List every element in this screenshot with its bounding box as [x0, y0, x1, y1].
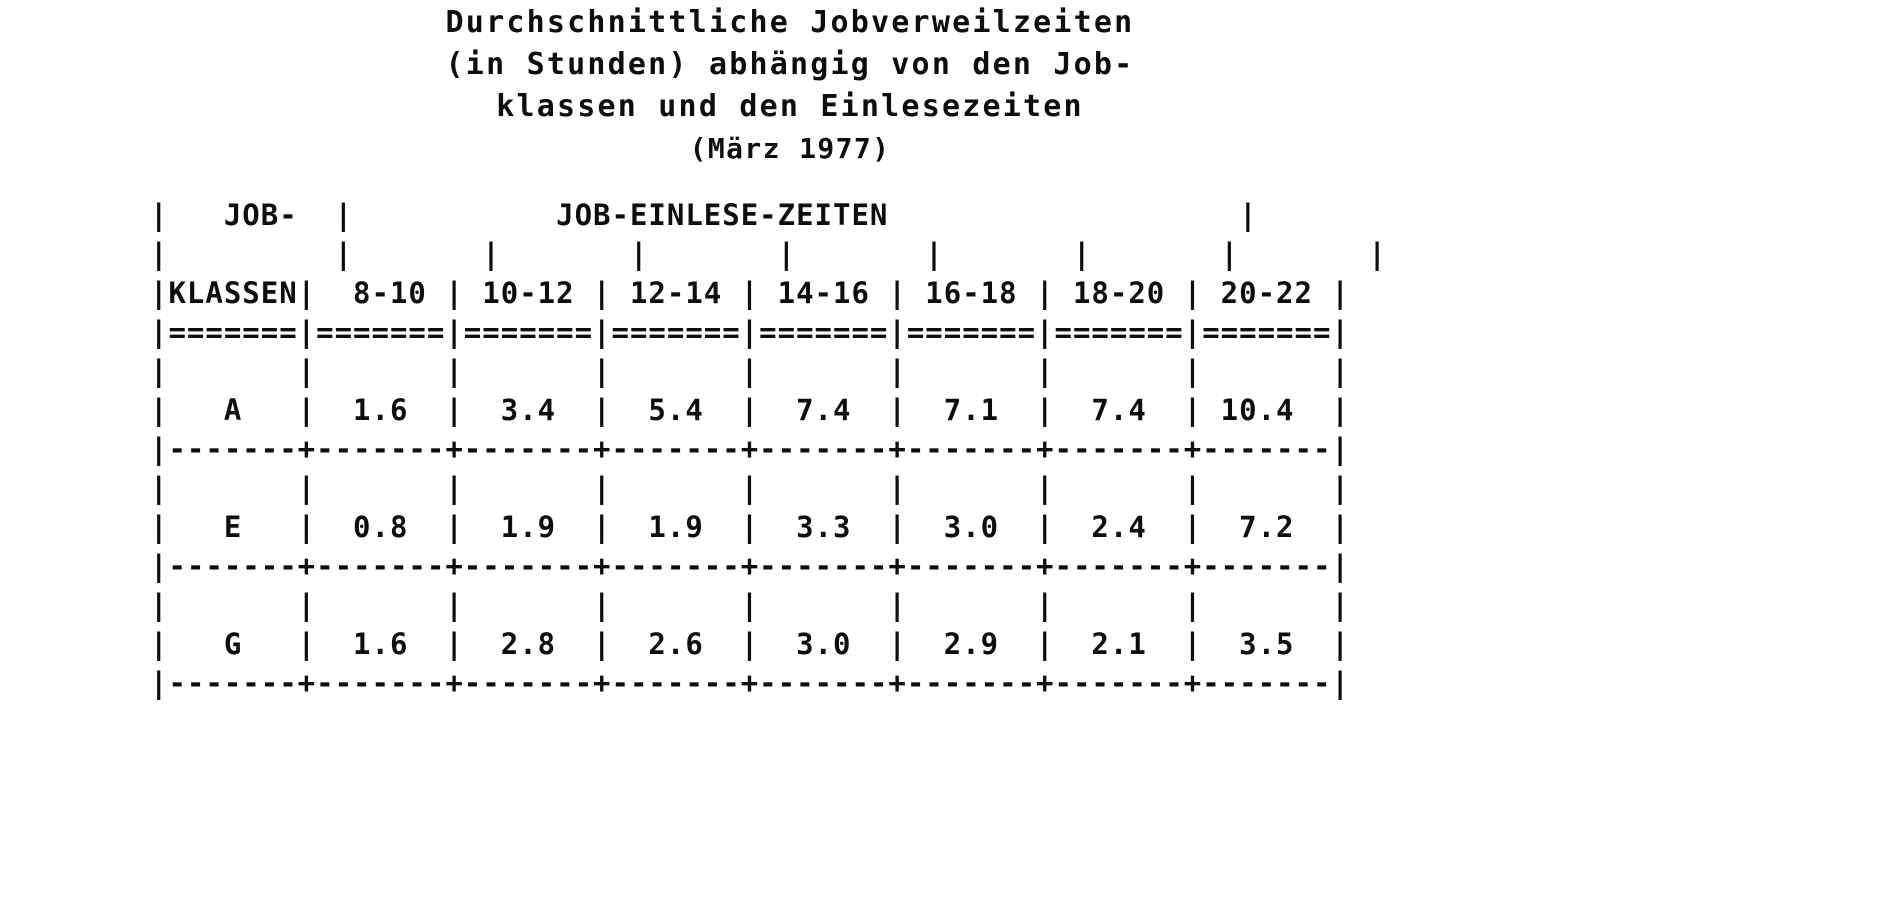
- ascii-rule-after-a: |-------+-------+-------+-------+-------+-------+-------+-------|: [150, 432, 1350, 466]
- ascii-row-e: | E | 0.8 | 1.9 | 1.9 | 3.3 | 3.0 | 2.4 | 7.2 |: [150, 510, 1350, 544]
- ascii-rule-after-e: |-------+-------+-------+-------+-------+-------+-------+-------|: [150, 549, 1350, 583]
- ascii-line-header-top: | JOB- | JOB-EINLESE-ZEITEN |: [150, 198, 1258, 232]
- document-title-block: [0, 0, 1580, 170]
- title-line-3: klassen und den Einlesezeiten: [496, 89, 1084, 124]
- ascii-row-a: | A | 1.6 | 3.4 | 5.4 | 7.4 | 7.1 | 7.4 | 10.4 |: [150, 393, 1350, 427]
- ascii-line-header-rule: |=======|=======|=======|=======|=======|=======|=======|=======|: [150, 315, 1350, 349]
- title-line-1: Durchschnittliche Jobverweilzeiten: [445, 5, 1135, 40]
- ascii-line-spacer-3: | | | | | | | | |: [150, 471, 1350, 505]
- ascii-line-spacer-2: | | | | | | | | |: [150, 354, 1350, 388]
- title-line-2: (in Stunden) abhängig von den Job-: [445, 47, 1135, 82]
- ascii-line-spacer-4: | | | | | | | | |: [150, 588, 1350, 622]
- ascii-line-column-headers: |KLASSEN| 8-10 | 10-12 | 12-14 | 14-16 | 16-18 | 18-20 | 20-22 |: [150, 276, 1350, 310]
- title-line-4: (März 1977): [689, 132, 891, 165]
- ascii-line-spacer-1: | | | | | | | | |: [150, 237, 1387, 271]
- ascii-row-g: | G | 1.6 | 2.8 | 2.6 | 3.0 | 2.9 | 2.1 | 3.5 |: [150, 627, 1350, 661]
- ascii-table: [0, 196, 1900, 703]
- ascii-rule-after-g: |-------+-------+-------+-------+-------+-------+-------+-------|: [150, 666, 1350, 700]
